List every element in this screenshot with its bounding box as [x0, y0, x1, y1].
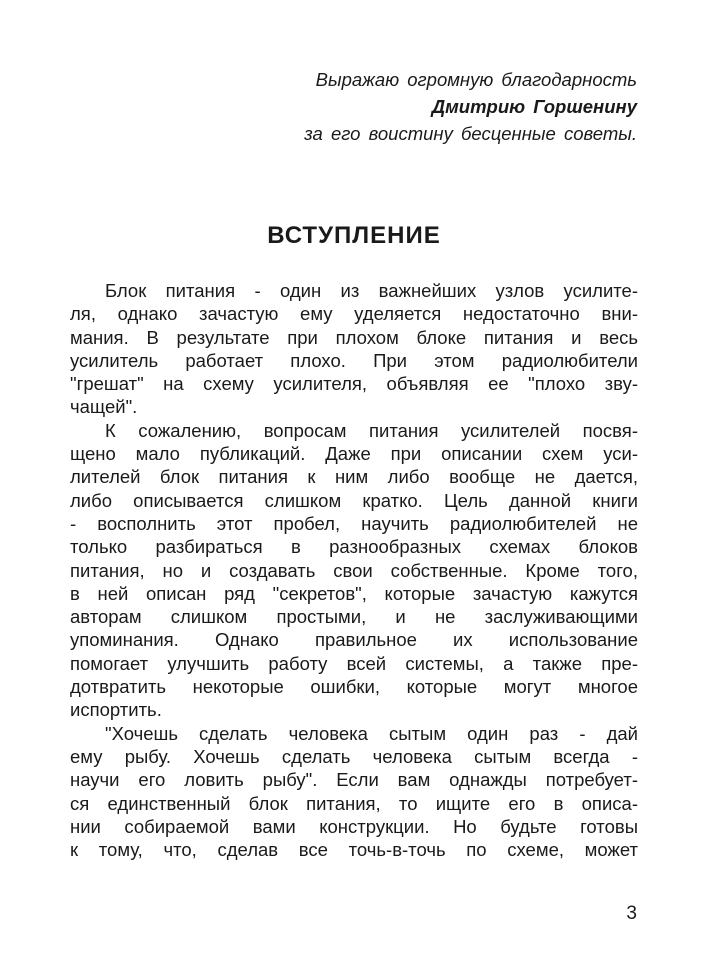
epigraph-line: Выражаю огромную благодарность — [315, 69, 637, 90]
text-line: чащей". — [70, 396, 138, 418]
text-line: упоминания. Однако правильное их использование — [70, 629, 638, 651]
text-line: в ней описан ряд "секретов", которые зачастую кажутся — [70, 582, 638, 604]
text-line: - восполнить этот пробел, научить радиолюбителей не — [70, 512, 638, 534]
text-line: либо описывается слишком кратко. Цель данной книги — [70, 489, 638, 511]
text-line: ся единственный блок питания, то ищите его в описа- — [70, 792, 638, 814]
section-heading: ВСТУПЛЕНИЕ — [267, 222, 441, 249]
text-line: ля, однако зачастую ему уделяется недостаточно вни- — [70, 303, 638, 325]
text-line: Блок питания - один из важнейших узлов усилите- — [105, 280, 638, 301]
text-line: усилитель работает плохо. При этом радиолюбители — [70, 349, 638, 371]
text-line: "Хочешь сделать человека сытым один раз - дай — [105, 722, 638, 744]
text-line: дотвратить некоторые ошибки, которые могут многое — [70, 676, 638, 698]
text-line: ему рыбу. Хочешь сделать человека сытым всегда - — [70, 745, 638, 767]
text-line: научи его ловить рыбу". Если вам однажды потребует- — [70, 769, 638, 791]
text-line: нии собираемой вами конструкции. Но будьте готовы — [70, 815, 638, 837]
page-number: 3 — [626, 903, 637, 924]
text-line: авторам слишком простыми, и не заслуживающими — [70, 606, 638, 628]
text-line: испортить. — [70, 699, 162, 721]
text-line: мания. В результате при плохом блоке питания и весь — [70, 326, 638, 348]
epigraph-line: за его воистину бесценные советы. — [304, 123, 637, 144]
text-line: щено мало публикаций. Даже при описании схем уси- — [70, 443, 638, 465]
text-line: "грешат" на схему усилителя, объявляя ее "плохо зву- — [70, 373, 638, 395]
body-text — [70, 279, 638, 861]
epigraph-name: Дмитрию Горшенину — [431, 96, 637, 117]
text-line: только разбираться в разнообразных схемах блоков — [70, 536, 638, 558]
text-line: К сожалению, вопросам питания усилителей посвя- — [105, 419, 638, 441]
text-line: питания, но и создавать свои собственные. Кроме того, — [70, 559, 638, 581]
text-line: к тому, что, сделав все точь-в-точь по схеме, может — [70, 839, 638, 861]
text-line: лителей блок питания к ним либо вообще не дается, — [70, 466, 638, 488]
epigraph — [304, 66, 637, 147]
text-line: помогает улучшить работу всей системы, а также пре- — [70, 652, 638, 674]
